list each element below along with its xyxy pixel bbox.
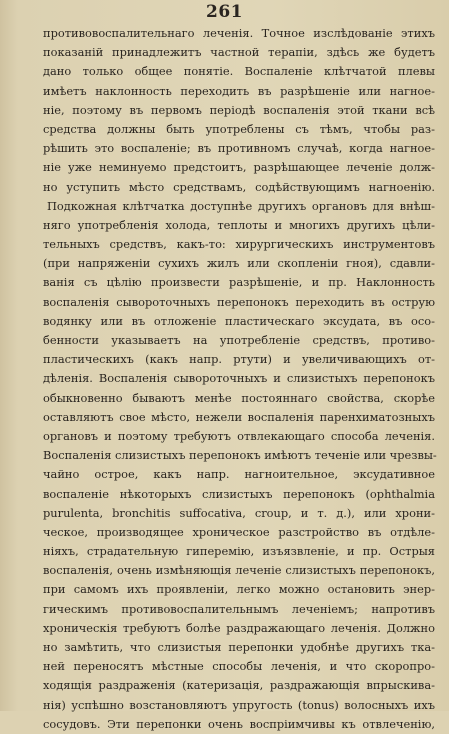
text-line: гическимъ противовоспалительнымъ леченіемъ; напротивъ bbox=[43, 601, 435, 616]
text-line: воспаленіе нѣкоторыхъ слизистыхъ перепонокъ (ophthalmia bbox=[43, 486, 435, 501]
text-line: имѣетъ наклонность переходить въ разрѣшеніе или нагное- bbox=[43, 83, 435, 98]
text-line: чайно острое, какъ напр. нагноительное, эксудативное bbox=[43, 467, 435, 482]
text-line: но уступить мѣсто средствамъ, содѣйствующимъ нагноенію. bbox=[43, 179, 435, 194]
text-line: противовоспалительнаго леченія. Точное изслѣдованіе этихъ bbox=[43, 26, 435, 40]
text-line: ней переносятъ мѣстные способы леченія, и что скоропро- bbox=[43, 659, 435, 674]
text-line: обыкновенно бываютъ менѣе постояннаго свойства, скорѣе bbox=[43, 390, 435, 405]
text-line: водянку или въ отложеніе пластическаго эксудата, въ осо- bbox=[43, 313, 435, 328]
text-line: дѣленія. Воспаленія сывороточныхъ и слизистыхъ перепонокъ bbox=[43, 371, 435, 386]
text-line: ніяхъ, страдательную гиперемію, изъязвленіе, и пр. Острыя bbox=[43, 544, 435, 559]
text-line: средства должны быть употреблены съ тѣмъ, чтобы раз- bbox=[43, 121, 435, 136]
body-text bbox=[43, 24, 435, 734]
text-line: при самомъ ихъ проявленіи, легко можно остановить энер- bbox=[43, 582, 435, 597]
text-line: но замѣтить, что слизистыя перепонки удобнѣе другихъ тка- bbox=[43, 640, 435, 654]
text-line: оставляютъ свое мѣсто, нежели воспаленія паренхиматозныхъ bbox=[43, 409, 435, 424]
text-line: (при напряженіи сухихъ жилъ или скопленіи гноя), сдавли- bbox=[43, 256, 435, 271]
text-line: ческое, производящее хроническое разстройство въ отдѣле- bbox=[43, 524, 435, 539]
text-line: пластическихъ (какъ напр. ртути) и увеличивающихъ от- bbox=[43, 352, 435, 367]
text-line: воспаленія, очень измѣняющія леченіе слизистыхъ перепонокъ, bbox=[43, 563, 435, 578]
text-line: purulenta, bronchitis suffocativa, croup, и т. д.), или хрони- bbox=[43, 505, 435, 520]
text-line: воспаленія сывороточныхъ перепонокъ переходить въ острую bbox=[43, 294, 435, 309]
text-line: показаній принадлежитъ частной терапіи, здѣсь же будетъ bbox=[43, 45, 435, 60]
text-line: нія) успѣшно возстановляютъ упругость (tonus) волосныхъ ихъ bbox=[43, 697, 435, 712]
text-line: ніе уже неминуемо предстоитъ, разрѣшающее леченіе долж- bbox=[43, 160, 435, 175]
text-line: бенности указываетъ на употребленіе средствъ, противо- bbox=[43, 333, 435, 347]
text-line: тельныхъ средствъ, какъ-то: хирургическихъ инструментовъ bbox=[43, 237, 435, 252]
text-line: органовъ и поэтому требуютъ отвлекающаго способа леченія. bbox=[43, 428, 435, 443]
text-line: Подкожная клѣтчатка доступнѣе другихъ органовъ для внѣш- bbox=[47, 198, 435, 213]
text-line: ніе, поэтому въ первомъ періодѣ воспаленія этой ткани всѣ bbox=[43, 102, 435, 117]
text-line: ванія съ цѣлію произвести разрѣшеніе, и пр. Наклонность bbox=[43, 275, 435, 290]
text-line: ходящія раздраженія (катеризація, раздражающія впрыскива- bbox=[43, 678, 435, 693]
text-line: рѣшить это воспаленіе; въ противномъ случаѣ, когда нагное- bbox=[43, 141, 435, 156]
text-line: няго употребленія холода, теплоты и многихъ другихъ цѣли- bbox=[43, 217, 435, 232]
text-line: хроническія требуютъ болѣе раздражающаго леченія. Должно bbox=[43, 620, 435, 635]
page-number: 261 bbox=[206, 2, 243, 22]
text-line: дано только общее понятіе. Воспаленіе клѣтчатой плевы bbox=[43, 64, 435, 79]
text-line: Воспаленія слизистыхъ перепонокъ имѣютъ теченіе или чрезвы- bbox=[43, 448, 437, 463]
text-line: сосудовъ. Эти перепонки очень воспріимчивы къ отвлеченію, bbox=[43, 716, 435, 731]
